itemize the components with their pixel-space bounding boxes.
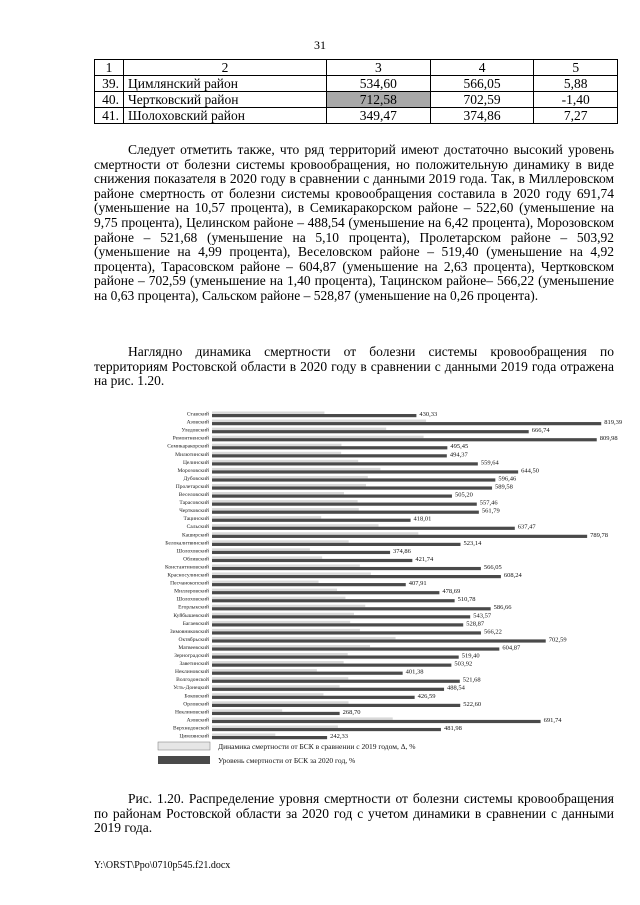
level-bar <box>212 519 411 522</box>
level-bar <box>212 664 451 667</box>
category-label: Заветинский <box>179 661 209 668</box>
value-label: 519,40 <box>461 652 480 660</box>
value-delta: 7,27 <box>534 108 618 124</box>
dynamics-bar <box>212 436 424 438</box>
category-label: Зимовниковский <box>169 628 209 635</box>
category-label: Уледовский <box>181 427 209 434</box>
category-label: Неклиновский <box>174 709 209 716</box>
dynamics-bar <box>212 621 350 623</box>
category-label: Багаевский <box>182 620 209 627</box>
chart-bars <box>165 411 622 741</box>
level-bar <box>212 696 415 699</box>
category-label: Песчанокопский <box>170 580 209 587</box>
level-bar <box>212 535 587 538</box>
level-bar <box>212 591 439 594</box>
level-bar <box>212 607 491 610</box>
category-label: Цимлянский <box>179 733 209 740</box>
file-path-footer: Y:\ORST\Ppo\0710p545.f21.docx <box>94 860 231 871</box>
category-label: Куйбышевский <box>173 612 209 619</box>
value-label: 589,58 <box>495 483 513 491</box>
table-header-cell: 2 <box>124 60 327 76</box>
category-label: Ставский <box>186 411 209 418</box>
category-label: Зерноградский <box>174 653 209 659</box>
level-bar <box>212 527 515 530</box>
value-label: 268,70 <box>342 708 361 716</box>
category-label: Ремонтненский <box>172 435 209 442</box>
page-number: 31 <box>314 38 326 52</box>
table-header-cell: 5 <box>534 60 618 76</box>
category-label: Усть-Донецкий <box>173 685 209 692</box>
value-label: 505,20 <box>454 491 473 499</box>
dynamics-bar <box>212 734 275 736</box>
dynamics-bar <box>212 540 349 542</box>
value-2020: 702,59 <box>430 92 534 108</box>
dynamics-bar <box>212 444 341 446</box>
level-bar <box>212 503 477 506</box>
level-bar <box>212 414 416 417</box>
level-bar <box>212 567 481 570</box>
table-header-row <box>95 60 618 76</box>
district-name: Шолоховский район <box>124 108 327 124</box>
row-number: 41. <box>95 108 124 124</box>
dynamics-bar <box>212 492 344 494</box>
table-header-cell: 4 <box>430 60 534 76</box>
dynamics-bar <box>212 524 379 526</box>
dynamics-bar <box>212 500 358 502</box>
value-label: 561,79 <box>481 507 500 515</box>
dynamics-bar <box>212 613 354 615</box>
value-label: 566,05 <box>483 563 502 571</box>
dynamics-bar <box>212 589 337 591</box>
legend-label-dynamics: Динамика смертности от БСК в сравнении с 2019 годом, Δ, % <box>218 742 416 751</box>
level-bar <box>212 583 406 586</box>
value-label: 557,46 <box>479 499 498 507</box>
category-label: Октябрьский <box>178 636 209 643</box>
level-bar <box>212 438 597 441</box>
value-label: 596,46 <box>498 475 517 483</box>
value-label: 407,91 <box>408 580 427 588</box>
level-bar <box>212 704 460 707</box>
dynamics-bar <box>212 685 340 687</box>
category-label: Веселовский <box>178 492 209 498</box>
category-label: Тарасовский <box>179 500 209 507</box>
body-paragraph: Наглядно динамика смертности от болезни системы кровообращения по территориям Ростовской области в 2020 году в сравнении с данными 2019 года отражена на рис. 1.20. <box>94 344 614 389</box>
category-label: Азовский <box>186 717 209 724</box>
category-label: Морозовский <box>177 467 209 474</box>
value-label: 528,87 <box>466 620 485 628</box>
district-name: Цимлянский район <box>124 76 327 92</box>
district-name: Чертковский район <box>124 92 327 108</box>
dynamics-bar <box>212 548 310 550</box>
table-header-cell: 1 <box>95 60 124 76</box>
legend-swatch-level <box>158 756 210 764</box>
level-bar <box>212 486 492 489</box>
legend-swatch-dynamics <box>158 742 210 750</box>
level-bar <box>212 470 518 473</box>
category-label: Целинский <box>182 459 209 466</box>
category-label: Обливский <box>183 556 209 563</box>
level-bar <box>212 446 447 449</box>
value-2019: 349,47 <box>327 108 431 124</box>
level-bar <box>212 559 412 562</box>
dynamics-bar <box>212 653 348 655</box>
dynamics-bar <box>212 484 366 486</box>
category-label: Миллеровский <box>174 588 209 595</box>
value-label: 495,45 <box>450 443 469 451</box>
category-label: Тацинский <box>183 516 209 523</box>
value-2020: 374,86 <box>430 108 534 124</box>
dynamics-bar <box>212 725 338 727</box>
figure-caption: Рис. 1.20. Распределение уровня смертности от болезни системы кровообращения по районам Ростовской области за 2020 год с учетом динамики в сравнении с данными 2019 года. <box>94 791 614 836</box>
level-bar <box>212 656 459 659</box>
category-label: Милютинский <box>175 451 209 458</box>
category-label: Красносулинский <box>167 572 209 579</box>
dynamics-bar <box>212 556 322 558</box>
category-label: Константиновский <box>165 564 209 571</box>
value-label: 510,78 <box>457 596 476 604</box>
level-bar <box>212 639 546 642</box>
category-label: Неклиновский <box>174 669 209 676</box>
dynamics-bar <box>212 476 368 478</box>
value-label: 819,39 <box>604 419 623 427</box>
category-label: Боковский <box>184 693 209 700</box>
value-label: 789,78 <box>590 531 609 539</box>
value-label: 523,14 <box>463 539 482 547</box>
dynamics-bar <box>212 516 321 518</box>
dynamics-bar <box>212 645 370 647</box>
legend-label-level: Уровень смертности от БСК за 2020 год, % <box>218 756 356 765</box>
level-bar <box>212 688 444 691</box>
data-table <box>94 59 618 124</box>
value-label: 374,86 <box>393 547 411 555</box>
dynamics-bar <box>212 532 418 534</box>
level-bar <box>212 495 452 498</box>
value-2020: 566,05 <box>430 76 534 92</box>
table-row <box>95 92 618 108</box>
value-label: 691,74 <box>543 716 562 724</box>
value-delta: -1,40 <box>534 92 618 108</box>
category-label: Пролетарский <box>175 483 209 490</box>
category-label: Волгодонской <box>176 677 209 684</box>
value-label: 478,69 <box>442 588 461 596</box>
value-label: 522,60 <box>463 700 482 708</box>
body-paragraph: Следует отметить также, что ряд территорий имеют достаточно высокий уровень смертности от болезни системы кровообращения, но положительную динамику в виде снижения показателя в 2020 году в сравнении с данными 2019 года. Так, в Миллеровском районе смертность от болезни системы кровообращения составила в 2020 году 691,74 (уменьшение на 10,57 процента), в Семикаракорском районе – 522,60 (уменьшение на 9,75 процента), Целинском районе – 488,54 (уменьшение на 6,42 процента), Морозовском районе – 521,68 (уменьшение на 5,10 процента), Пролетарском районе – 503,92 (уменьшение на 4,99 процента), Веселовском районе – 519,40 (уменьшение на 4,92 процента), Тарасовском районе – 604,87 (уменьшение на 2,63 процента), Чертковском районе – 702,59 (уменьшение на 1,40 процента), Тацинском районе– 566,22 (уменьшение на 0,63 процента), Сальском районе – 528,87 (уменьшение на 0,26 процента). <box>94 142 614 303</box>
table-row <box>95 76 618 92</box>
value-label: 494,37 <box>449 451 468 459</box>
value-label: 481,98 <box>443 724 462 732</box>
dynamics-bar <box>212 701 349 703</box>
value-delta: 5,88 <box>534 76 618 92</box>
dynamics-bar <box>212 709 282 711</box>
value-2019: 534,60 <box>327 76 431 92</box>
category-label: Сальский <box>186 524 209 531</box>
level-bar <box>212 454 447 457</box>
dynamics-bar <box>212 428 386 430</box>
dynamics-bar <box>212 669 317 671</box>
level-bar <box>212 736 327 739</box>
value-label: 430,33 <box>419 411 438 418</box>
level-bar <box>212 615 470 618</box>
dynamics-bar <box>212 564 360 566</box>
value-label: 488,54 <box>447 684 465 692</box>
level-bar <box>212 511 479 514</box>
value-label: 604,87 <box>502 644 521 652</box>
value-label: 559,64 <box>480 459 499 467</box>
dynamics-bar <box>212 629 360 631</box>
dynamics-bar <box>212 412 324 414</box>
value-label: 666,74 <box>531 427 550 435</box>
dynamics-bar <box>212 637 396 639</box>
category-label: Семикаракорский <box>167 443 209 450</box>
bar-chart <box>150 405 623 775</box>
level-bar <box>212 728 441 731</box>
dynamics-bar <box>212 508 359 510</box>
category-label: Верхнедонской <box>173 725 209 732</box>
level-bar <box>212 599 455 602</box>
level-bar <box>212 575 501 578</box>
value-label: 637,47 <box>517 523 536 531</box>
level-bar <box>212 478 495 481</box>
category-label: Белокалитвинский <box>165 540 209 547</box>
value-label: 566,22 <box>483 628 502 636</box>
dynamics-bar <box>212 693 323 695</box>
category-label: Чертковский <box>179 508 209 515</box>
level-bar <box>212 551 390 554</box>
category-label: Шолоховский <box>176 596 209 603</box>
level-bar <box>212 430 529 433</box>
category-label: Егорлыкский <box>178 604 209 611</box>
level-bar <box>212 631 481 634</box>
category-label: Азовский <box>186 419 209 426</box>
value-label: 242,33 <box>330 733 348 740</box>
level-bar <box>212 720 541 723</box>
dynamics-bar <box>212 605 365 607</box>
value-label: 418,01 <box>413 515 432 523</box>
category-label: Матвеевский <box>178 644 209 651</box>
dynamics-bar <box>212 420 426 422</box>
level-bar <box>212 712 340 715</box>
category-label: Шолоховский <box>176 548 209 555</box>
value-label: 421,74 <box>415 555 434 563</box>
dynamics-bar <box>212 460 358 462</box>
value-label: 608,24 <box>503 572 522 579</box>
value-label: 543,57 <box>473 612 492 620</box>
category-label: Дубовский <box>183 475 209 482</box>
dynamics-bar <box>212 717 393 719</box>
value-label: 809,98 <box>599 435 618 443</box>
value-label: 702,59 <box>548 636 567 644</box>
value-label: 401,38 <box>405 668 424 676</box>
level-bar <box>212 543 460 546</box>
chart-legend <box>158 742 416 765</box>
dynamics-bar <box>212 581 319 583</box>
value-label: 426,59 <box>417 692 436 700</box>
category-label: Каширский <box>182 532 209 539</box>
dynamics-bar <box>212 661 344 663</box>
table-row <box>95 108 618 124</box>
dynamics-bar <box>212 452 341 454</box>
level-bar <box>212 672 403 675</box>
level-bar <box>212 422 601 425</box>
category-label: Орловский <box>183 701 209 708</box>
row-number: 39. <box>95 76 124 92</box>
value-label: 644,50 <box>521 467 540 475</box>
dynamics-bar <box>212 573 371 575</box>
value-label: 586,66 <box>493 604 512 612</box>
value-label: 521,68 <box>462 676 481 684</box>
dynamics-bar <box>212 597 345 599</box>
dynamics-bar <box>212 468 380 470</box>
value-2019: 712,58 <box>327 92 431 108</box>
level-bar <box>212 647 499 650</box>
value-label: 503,92 <box>454 660 473 668</box>
dynamics-bar <box>212 677 348 679</box>
table-header-cell: 3 <box>327 60 431 76</box>
level-bar <box>212 623 463 626</box>
row-number: 40. <box>95 92 124 108</box>
level-bar <box>212 462 478 465</box>
level-bar <box>212 680 460 683</box>
